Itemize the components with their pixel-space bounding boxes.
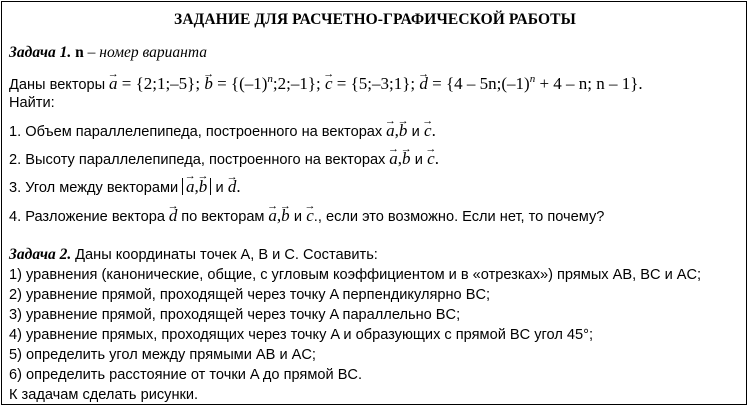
task2-item: 6) определить расстояние от точки A до прямой BC. (9, 367, 363, 383)
vector-d-prefix: = {4 – 5n;(–1) (432, 74, 530, 93)
item1-vector-a: → a (386, 122, 395, 140)
task1-item1-text: 1. Объем параллелепипеда, построенного на векторах (9, 124, 383, 140)
vector-c-value: = {5;–3;1} (336, 74, 411, 93)
task1-heading: Задача 1. (9, 44, 72, 61)
task2-footer: К задачам сделать рисунки. (9, 387, 199, 403)
vector-a-value: = {2;1;–5} (121, 74, 196, 93)
task1-item4-text: 4. Разложение вектора (9, 209, 165, 225)
given-label: Даны векторы (9, 77, 106, 93)
item4-vector-c: → c (306, 207, 314, 225)
item2-vector-c: → c (427, 150, 435, 168)
find-label: Найти: (9, 95, 55, 111)
item2-and: и (414, 152, 423, 168)
vector-d-exponent: n (529, 73, 536, 85)
item1-end: . (431, 121, 436, 140)
item4-vector-b: → b (281, 207, 290, 225)
item3-vector-b: → b (199, 178, 208, 195)
vector-b-suffix: ;2;–1} (272, 74, 317, 93)
task2-item: 3) уравнение прямой, проходящей через точку A параллельно BC; (9, 307, 461, 323)
vector-d-symbol: → d (419, 75, 428, 93)
task1-item4-mid: по векторам (181, 209, 265, 225)
task1-item2-text: 2. Высоту параллелепипеда, построенного на векторах (9, 152, 386, 168)
task1-item2: 2. Высоту параллелепипеда, построенного на векторах → a,→ b и → c. (9, 150, 439, 169)
task2-item: 1) уравнения (канонические, общие, с угловым коэффициентом и в «отрезках») прямых AB, BC и AC; (9, 267, 702, 283)
task2-intro: Даны координаты точек A, B и C. Составить: (75, 247, 378, 263)
item4-vector-d: → d (169, 207, 178, 225)
item4-vector-a: → a (268, 207, 277, 225)
item2-end: . (434, 149, 439, 168)
task2-item: 2) уравнение прямой, проходящей через точку A перпендикулярно BC; (9, 287, 491, 303)
task1-heading-rest: – номер варианта (87, 44, 207, 61)
item4-and: и (293, 209, 302, 225)
task1-item4: 4. Разложение вектора → d по векторам → a,→ b и → c., если это возможно. Если нет, то почему? (9, 207, 604, 226)
item3-vector-d: → d (228, 178, 237, 196)
vector-b-symbol: → b (204, 75, 213, 93)
item3-and: и (215, 180, 224, 196)
task1-item3-text: 3. Угол между векторами (9, 180, 179, 196)
item3-end: . (236, 177, 241, 196)
item2-vector-b: → b (402, 150, 411, 168)
task2-heading-line (9, 246, 378, 264)
task1-heading-line (9, 44, 207, 62)
document-title: ЗАДАНИЕ ДЛЯ РАСЧЕТНО-ГРАФИЧЕСКОЙ РАБОТЫ (174, 11, 576, 28)
vector-c-symbol: → c (325, 75, 333, 93)
item1-vector-b: → b (399, 122, 408, 140)
vector-a-symbol: → a (109, 75, 118, 93)
item1-vector-c: → c (424, 122, 432, 140)
item2-vector-a: → a (389, 150, 398, 168)
item1-and: и (411, 124, 420, 140)
task-document-frame (1, 1, 747, 405)
item3-vector-a: → a (186, 178, 195, 195)
task2-item: 4) уравнение прямых, проходящих через точку A и образующих с прямой BC угол 45°; (9, 327, 594, 343)
task1-item1: 1. Объем параллелепипеда, построенного на векторах → a,→ b и → c. (9, 122, 436, 141)
vector-b-exponent: n (267, 73, 273, 85)
item3-cross-product: → a,→ b (182, 178, 211, 195)
task1-heading-n: n (75, 44, 84, 61)
task1-vectors-line: Даны векторы → a = {2;1;–5}; → $b = \{(-1)^n;2;-1\}$; → c = {5;–3;1}; → $d = \{4 - 5n;(-1)^n + 4 - n$; n – 1}. (9, 70, 643, 94)
vector-b-prefix: = {(–1) (217, 74, 268, 93)
task2-item: 5) определить угол между прямыми AB и AC; (9, 347, 316, 363)
task1-item4-end: ., если это возможно. Если нет, то почему? (313, 209, 605, 225)
task2-heading: Задача 2. (9, 246, 72, 263)
vector-d-suffix: + 4 – n; n – 1}. (539, 74, 643, 93)
task1-item3 (9, 178, 241, 197)
